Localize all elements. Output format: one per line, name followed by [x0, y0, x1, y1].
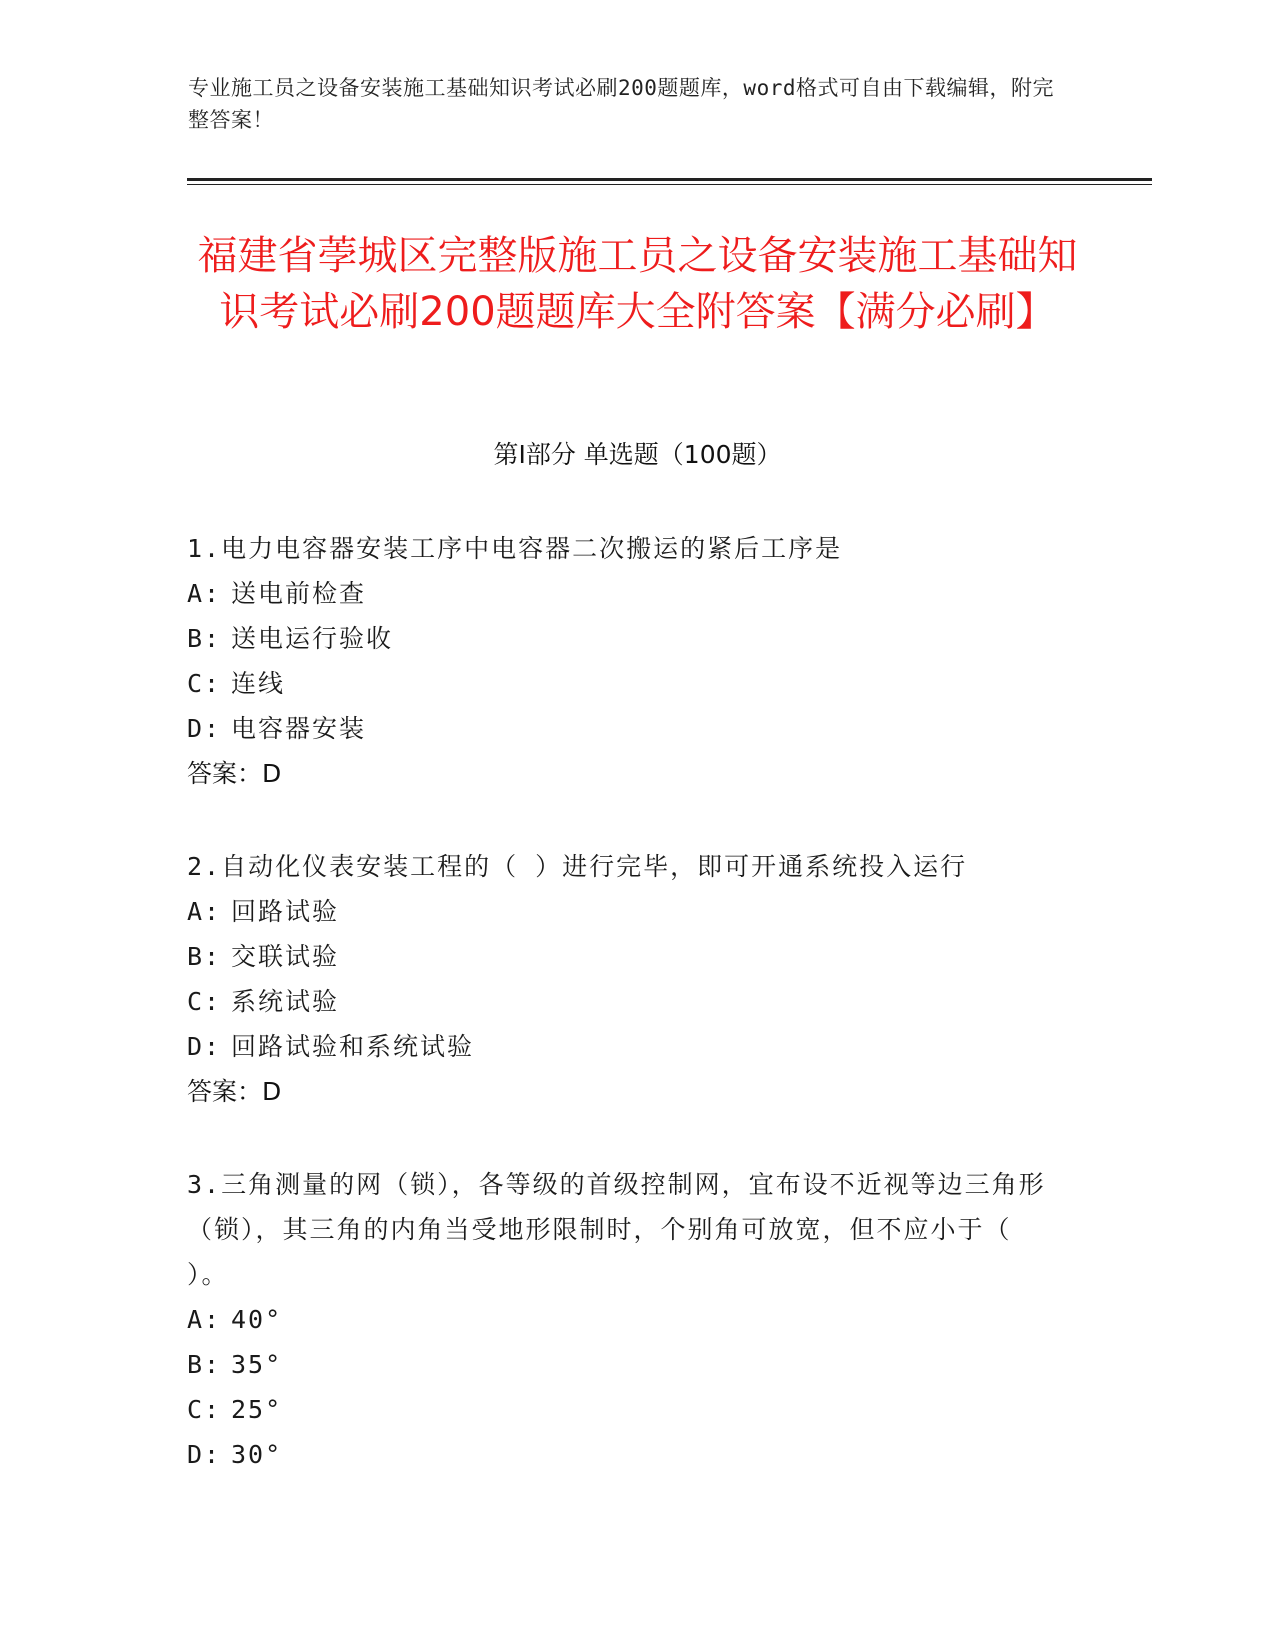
option-key: D: — [187, 714, 222, 743]
option-text: 送电前检查 — [231, 579, 367, 608]
option-d — [187, 1432, 1067, 1477]
option-c — [187, 979, 1067, 1024]
question-2 — [187, 844, 1067, 1114]
option-key: C: — [187, 1395, 222, 1424]
option-key: A: — [187, 897, 222, 926]
option-b — [187, 1342, 1067, 1387]
option-key: A: — [187, 1305, 222, 1334]
header-note: 专业施工员之设备安装施工基础知识考试必刷200题题库，word格式可自由下载编辑，附完整答案！ — [188, 76, 1054, 132]
option-text: 25° — [231, 1395, 283, 1424]
option-text: 40° — [231, 1305, 283, 1334]
option-a — [187, 1297, 1067, 1342]
header-divider-thin — [187, 184, 1152, 185]
option-c — [187, 1387, 1067, 1432]
answer-line: 答案：D — [187, 759, 282, 788]
question-stem: 1.电力电容器安装工序中电容器二次搬运的紧后工序是 — [187, 534, 843, 563]
option-text: 回路试验和系统试验 — [231, 1032, 475, 1061]
question-stem: 2.自动化仪表安装工程的（ ）进行完毕，即可开通系统投入运行 — [187, 852, 968, 881]
question-stem: 3.三角测量的网（锁），各等级的首级控制网，宜布设不近视等边三角形（锁），其三角的内角当受地形限制时，个别角可放宽，但不应小于（ ）。 — [187, 1170, 1046, 1289]
option-key: C: — [187, 669, 222, 698]
option-d — [187, 1024, 1067, 1069]
option-key: D: — [187, 1032, 222, 1061]
option-text: 送电运行验收 — [231, 624, 394, 653]
section-heading: 第Ⅰ部分 单选题（100题） — [493, 440, 782, 469]
option-key: B: — [187, 1350, 222, 1379]
option-a — [187, 889, 1067, 934]
option-text: 交联试验 — [231, 942, 340, 971]
question-3 — [187, 1162, 1067, 1477]
option-key: A: — [187, 579, 222, 608]
option-text: 35° — [231, 1350, 283, 1379]
option-text: 连线 — [231, 669, 286, 698]
question-1 — [187, 526, 1067, 796]
option-text: 30° — [231, 1440, 283, 1469]
document-title: 福建省荸城区完整版施工员之设备安装施工基础知识考试必刷200题题库大全附答案【满分必刷】 — [197, 233, 1078, 335]
option-key: B: — [187, 624, 222, 653]
option-key: B: — [187, 942, 222, 971]
header-divider — [187, 178, 1152, 181]
option-text: 电容器安装 — [231, 714, 367, 743]
answer-line: 答案：D — [187, 1077, 282, 1106]
option-a — [187, 571, 1067, 616]
option-text: 回路试验 — [231, 897, 340, 926]
option-text: 系统试验 — [231, 987, 340, 1016]
option-key: D: — [187, 1440, 222, 1469]
option-d — [187, 706, 1067, 751]
option-c — [187, 661, 1067, 706]
option-b — [187, 934, 1067, 979]
option-b — [187, 616, 1067, 661]
option-key: C: — [187, 987, 222, 1016]
